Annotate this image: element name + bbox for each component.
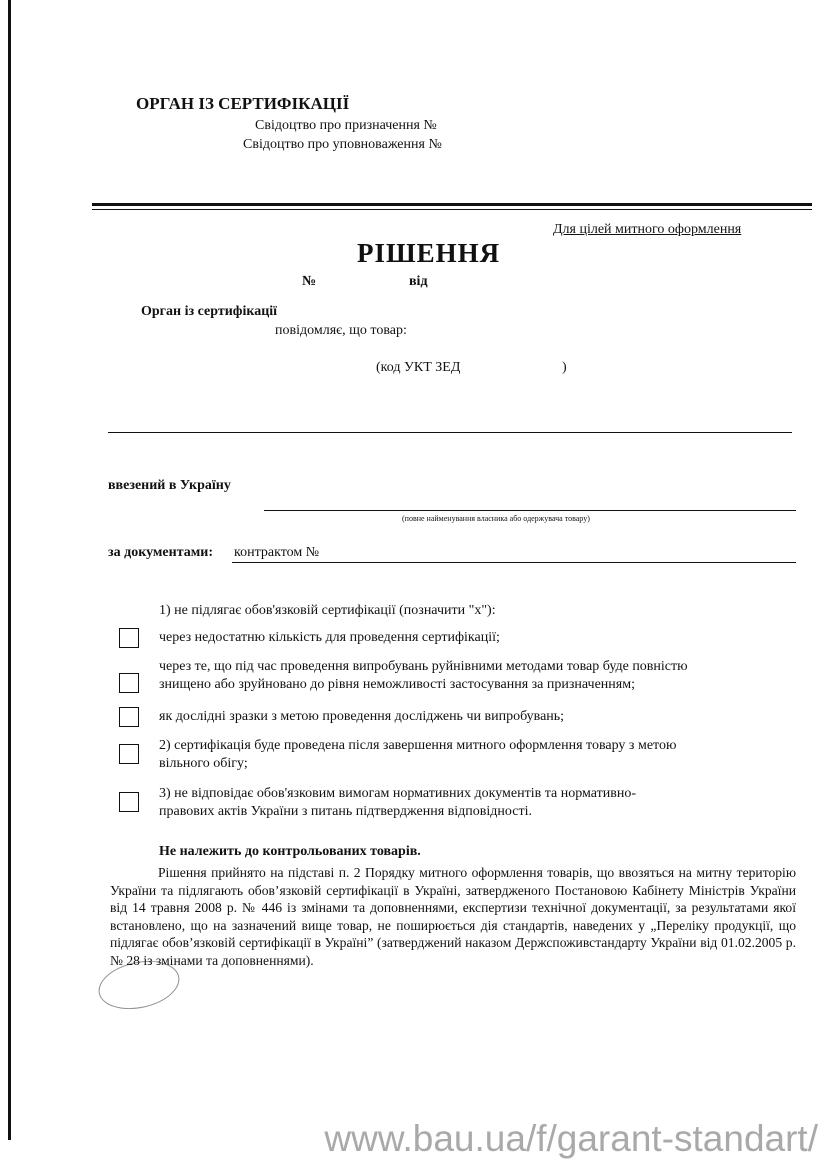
option-2-text-line2: вільного обігу; <box>159 756 248 771</box>
authorization-certificate-line: Свідоцтво про уповноваження № <box>243 137 442 152</box>
number-label: № <box>302 274 317 289</box>
documents-label: за документами: <box>108 545 214 560</box>
option-1-intro: 1) не підлягає обов'язковій сертифікації (позначити "х"): <box>159 603 496 618</box>
option-1b-text-line1: через те, що під час проведення випробувань руйнівними методами товар буде повністю <box>159 659 688 674</box>
customs-code-close: ) <box>562 360 567 375</box>
checkbox-insufficient-quantity[interactable] <box>119 628 139 648</box>
not-controlled-heading: Не належить до контрольованих товарів. <box>159 844 421 859</box>
appointment-certificate-line: Свідоцтво про призначення № <box>255 118 437 133</box>
certification-body-label: Орган із сертифікації <box>141 304 278 319</box>
owner-name-caption: (повне найменування власника або одержувача товару) <box>402 514 590 523</box>
footer-watermark-url: www.bau.ua/f/garant-standart/ <box>324 1118 818 1159</box>
option-1a-text: через недостатню кількість для проведення сертифікації; <box>159 630 500 645</box>
option-1b-text-line2: знищено або зруйновано до рівня неможливості застосування за призначенням; <box>159 677 635 692</box>
header-rule-thick <box>92 203 812 206</box>
notifies-text: повідомляє, що товар: <box>275 323 407 338</box>
checkbox-post-clearance-certification[interactable] <box>119 744 139 764</box>
page-left-border <box>8 0 11 1140</box>
customs-purpose-note: Для цілей митного оформлення <box>553 222 742 237</box>
checkbox-research-samples[interactable] <box>119 707 139 727</box>
contract-label: контрактом № <box>234 545 320 560</box>
contract-line <box>232 562 796 563</box>
option-2-text-line1: 2) сертифікація буде проведена після завершення митного оформлення товару з метою <box>159 738 677 753</box>
organ-header: ОРГАН ІЗ СЕРТИФІКАЦІЇ <box>136 94 350 113</box>
option-1c-text: як дослідні зразки з метою проведення досліджень чи випробувань; <box>159 709 565 724</box>
option-3-text-line2: правових актів України з питань підтвердження відповідності. <box>159 804 532 819</box>
goods-description-line <box>108 432 792 433</box>
header-rule-thin <box>92 209 812 210</box>
customs-code-label: (код УКТ ЗЕД <box>376 360 461 375</box>
checkbox-destructive-testing[interactable] <box>119 673 139 693</box>
option-3-text-line1: 3) не відповідає обов'язковим вимогам нормативних документів та нормативно- <box>159 786 636 801</box>
owner-name-line <box>264 510 796 511</box>
imported-label: ввезений в Україну <box>108 478 231 493</box>
date-label: від <box>409 274 428 289</box>
document-title: РІШЕННЯ <box>357 238 501 268</box>
decision-paragraph <box>110 864 796 969</box>
checkbox-non-compliance[interactable] <box>119 792 139 812</box>
decision-paragraph-text: Рішення прийнято на підставі п. 2 Порядку митного оформлення товарів, що ввозяться на митну територію України та підлягають обов’язковій сертифікації в Україні, затвердженого Постановою Кабінету Міністрів України від 14 травня 2008 р. № 446 із змінами та доповненнями, експертизи технічної документації, за результатами якої встановлено, що на зазначений вище товар, не поширюється дія стандартів, наведених у „Переліку продукції, що підлягає обов’язковій сертифікації в Україні” (затверджений наказом Держспоживстандарту України від 01.02.2005 р. № 28 із змінами та доповненнями). <box>110 865 796 968</box>
